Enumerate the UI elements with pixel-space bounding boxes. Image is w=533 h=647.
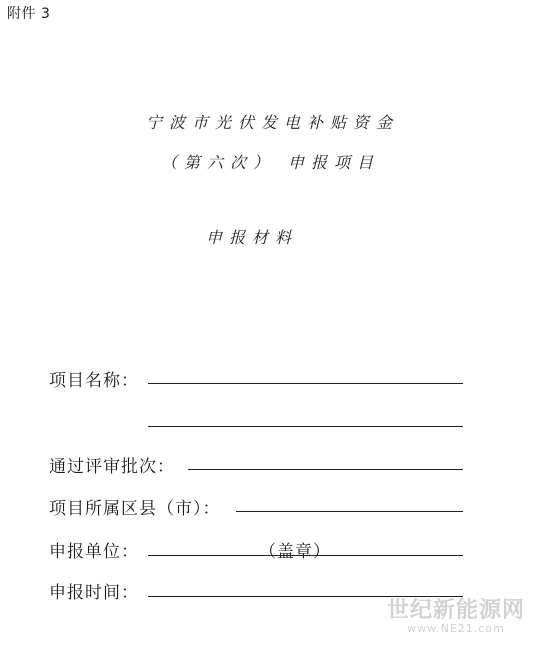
document-title-line1: 宁波市光伏发电补贴资金 [145,113,399,132]
project-name-line-2 [148,426,463,427]
applicant-label: 申报单位： [49,542,139,562]
watermark-url: www.NE21.com [407,622,505,635]
document-subtitle: 申报材料 [206,228,299,247]
date-line [148,596,463,597]
stamp-note: （盖章） [259,542,331,562]
document-title-line2: （第六次） 申报项目 [160,153,381,172]
attachment-label: 附件 3 [7,6,51,22]
applicant-line [148,555,463,556]
watermark-logo [387,599,525,635]
watermark-name: 世纪新能源网 [386,598,525,623]
project-name-line-1 [148,383,463,384]
review-batch-line [188,469,463,470]
review-batch-label: 通过评审批次： [49,457,175,477]
district-line [236,511,463,512]
district-label: 项目所属区县（市）： [49,499,221,519]
project-name-label: 项目名称： [49,371,139,391]
date-label: 申报时间： [49,583,139,603]
